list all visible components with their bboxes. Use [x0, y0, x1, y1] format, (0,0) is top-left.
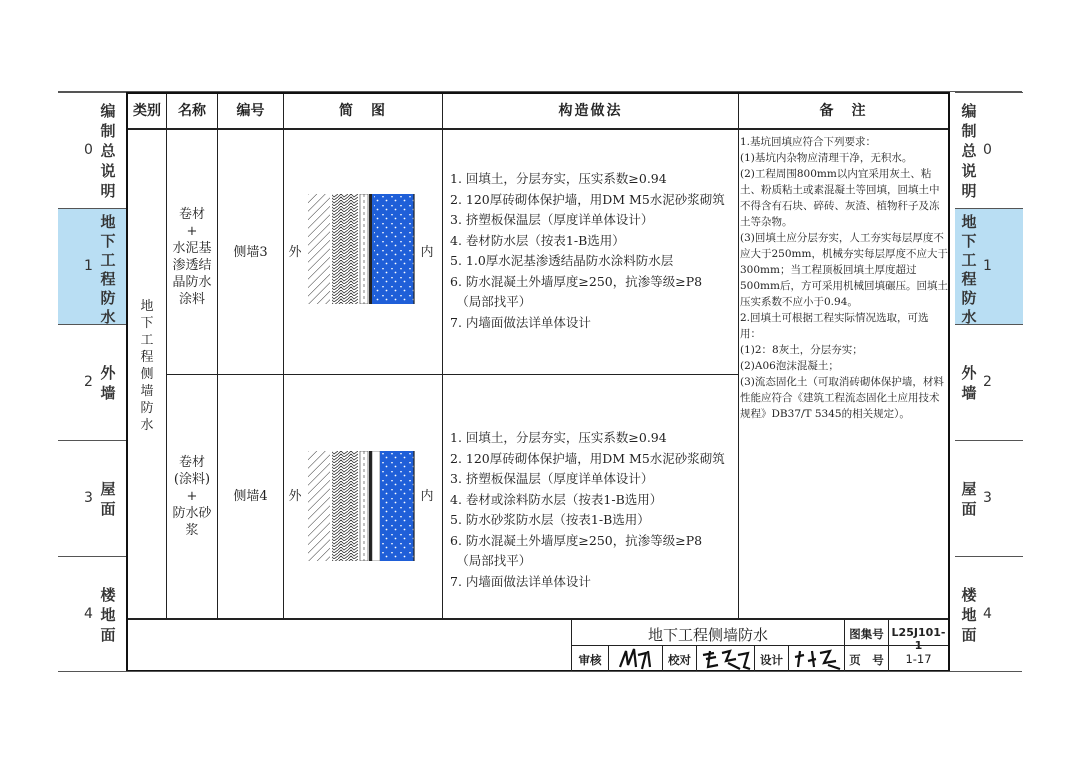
side-tab-4[interactable]	[955, 556, 1023, 673]
side-tab-number: 2	[84, 374, 93, 390]
side-tab-number: 0	[84, 142, 93, 158]
side-tab-3[interactable]	[955, 440, 1023, 557]
construction-step: 2. 120厚砖砌体保护墙，用DM M5水泥砂浆砌筑	[450, 450, 725, 466]
side-tab-number: 2	[983, 374, 992, 390]
side-tab-0[interactable]	[955, 92, 1023, 209]
row-2-outer-label: 外	[288, 489, 302, 504]
header-method: 构造做法	[558, 103, 623, 119]
construction-step: 4. 卷材或涂料防水层（按表1-B选用）	[450, 491, 663, 507]
header-diagram: 简 图	[339, 103, 387, 119]
drawing-title: 地下工程侧墙防水	[647, 626, 768, 644]
design-signature	[792, 647, 842, 671]
note-line: (1)2：8灰土，分层夯实；	[740, 344, 863, 356]
page-number: 1-17	[905, 652, 932, 666]
side-tab-number: 4	[983, 606, 992, 622]
side-tab-number: 1	[983, 258, 992, 274]
construction-step: 3. 挤塑板保温层（厚度详单体设计）	[450, 471, 654, 486]
row-2-inner-label: 内	[420, 489, 434, 504]
row-2-code: 侧墙4	[233, 489, 268, 504]
top-rule	[58, 91, 1022, 92]
construction-step: 5. 防水砂浆防水层（按表1-B选用）	[450, 512, 650, 527]
side-tab-label: 外 墙	[961, 364, 977, 402]
bottom-rule	[58, 671, 1022, 672]
note-line: (3)流态固化土（可取消砖砌体保护墙，材料性能应符合《建筑工程流态固化土应用技术规程》DB37/T 5345的相关规定）。	[740, 376, 944, 420]
construction-step: 2. 120厚砖砌体保护墙，用DM M5水泥砂浆砌筑	[450, 191, 725, 207]
side-tab-label: 地 下 工 程 防 水	[961, 213, 977, 326]
header-name: 名称	[178, 103, 206, 119]
side-tab-1[interactable]	[58, 208, 126, 325]
atlas-number: L25J101-1	[891, 626, 946, 652]
left-side-tabs	[58, 92, 126, 672]
design-label: 设计	[760, 653, 783, 667]
construction-step: 7. 内墙面做法详单体设计	[450, 314, 591, 330]
side-tab-label: 外 墙	[100, 364, 116, 402]
side-tab-number: 0	[983, 142, 992, 158]
side-tab-label: 楼 地 面	[961, 586, 977, 644]
construction-step: 5. 1.0厚水泥基渗透结晶防水涂料防水层	[450, 253, 674, 268]
row-1-outer-label: 外	[288, 245, 302, 260]
construction-step: 3. 挤塑板保温层（厚度详单体设计）	[450, 212, 654, 227]
right-side-tabs	[955, 92, 1023, 672]
page-label: 页 号	[849, 653, 884, 667]
side-tab-3[interactable]	[58, 440, 126, 557]
note-line: (2)A06泡沫混凝土；	[740, 360, 839, 372]
note-line: (2)工程周围800mm以内宜采用灰土、粘土、粉质粘土或素混凝土等回填，回填土中不得含有石块、碎砖、灰渣、植物秆子及冻土等杂物。	[740, 168, 940, 228]
row-1-name: 卷材 + 水泥基 渗透结 晶防水 涂料	[172, 207, 212, 307]
header-notes: 备 注	[819, 103, 868, 119]
check-signature	[700, 647, 752, 671]
side-tab-label: 地 下 工 程 防 水	[100, 213, 116, 326]
side-tab-label: 楼 地 面	[100, 586, 116, 644]
construction-step: 1. 回填土，分层夯实，压实系数≥0.94	[450, 171, 667, 186]
side-tab-1[interactable]	[955, 208, 1023, 325]
side-tab-2[interactable]	[58, 324, 126, 441]
side-tab-4[interactable]	[58, 556, 126, 673]
note-line: (1)基坑内杂物应清理干净，无积水。	[740, 152, 913, 164]
note-line: 2.回填土可根据工程实际情况选取，可选用：	[740, 312, 929, 340]
notes-block	[740, 134, 948, 422]
construction-step: 6. 防水混凝土外墙厚度≥250，抗渗等级≥P8	[450, 273, 703, 289]
construction-step: 6. 防水混凝土外墙厚度≥250，抗渗等级≥P8	[450, 532, 703, 548]
row-1-construction-steps	[450, 169, 740, 333]
row-1-wall-section-diagram	[308, 194, 418, 304]
check-label: 校对	[668, 653, 691, 667]
side-tab-2[interactable]	[955, 324, 1023, 441]
construction-step: （局部找平）	[450, 294, 532, 309]
header-code: 编号	[236, 103, 265, 119]
side-tab-label: 编 制 总 说 明	[961, 102, 977, 200]
drawing-frame	[126, 92, 950, 672]
review-signature	[616, 647, 656, 671]
row-2-construction-steps	[450, 428, 740, 592]
review-label: 审核	[578, 653, 602, 667]
note-line: 1.基坑回填应符合下列要求：	[740, 136, 877, 148]
side-tab-0[interactable]	[58, 92, 126, 209]
construction-step: 1. 回填土，分层夯实，压实系数≥0.94	[450, 430, 667, 445]
row-1-inner-label: 内	[420, 245, 434, 260]
side-tab-number: 3	[983, 490, 992, 506]
construction-step: 7. 内墙面做法详单体设计	[450, 573, 591, 589]
side-tab-number: 4	[84, 606, 93, 622]
construction-step: 4. 卷材防水层（按表1-B选用）	[450, 232, 625, 248]
atlas-number-label: 图集号	[849, 627, 884, 641]
row-1-code: 侧墙3	[233, 245, 268, 260]
row-2-name: 卷材 (涂料) + 防水砂 浆	[172, 455, 212, 538]
row-2-wall-section-diagram	[308, 451, 418, 561]
side-tab-label: 屋 面	[961, 480, 977, 518]
category-label: 地 下 工 程 侧 墙 防 水	[140, 299, 154, 433]
note-line: (3)回填土应分层夯实，人工夯实每层厚度不应大于250mm，机械夯实每层厚度不应大于300mm；当工程顶板回填土厚度超过500mm后，方可采用机械回填碾压。回填土压实系数不应小于0.94。	[740, 232, 948, 308]
side-tab-label: 编 制 总 说 明	[100, 102, 116, 200]
side-tab-number: 3	[84, 490, 93, 506]
side-tab-number: 1	[84, 258, 93, 274]
header-category: 类别	[133, 103, 161, 119]
side-tab-label: 屋 面	[100, 480, 116, 518]
construction-step: （局部找平）	[450, 553, 532, 568]
